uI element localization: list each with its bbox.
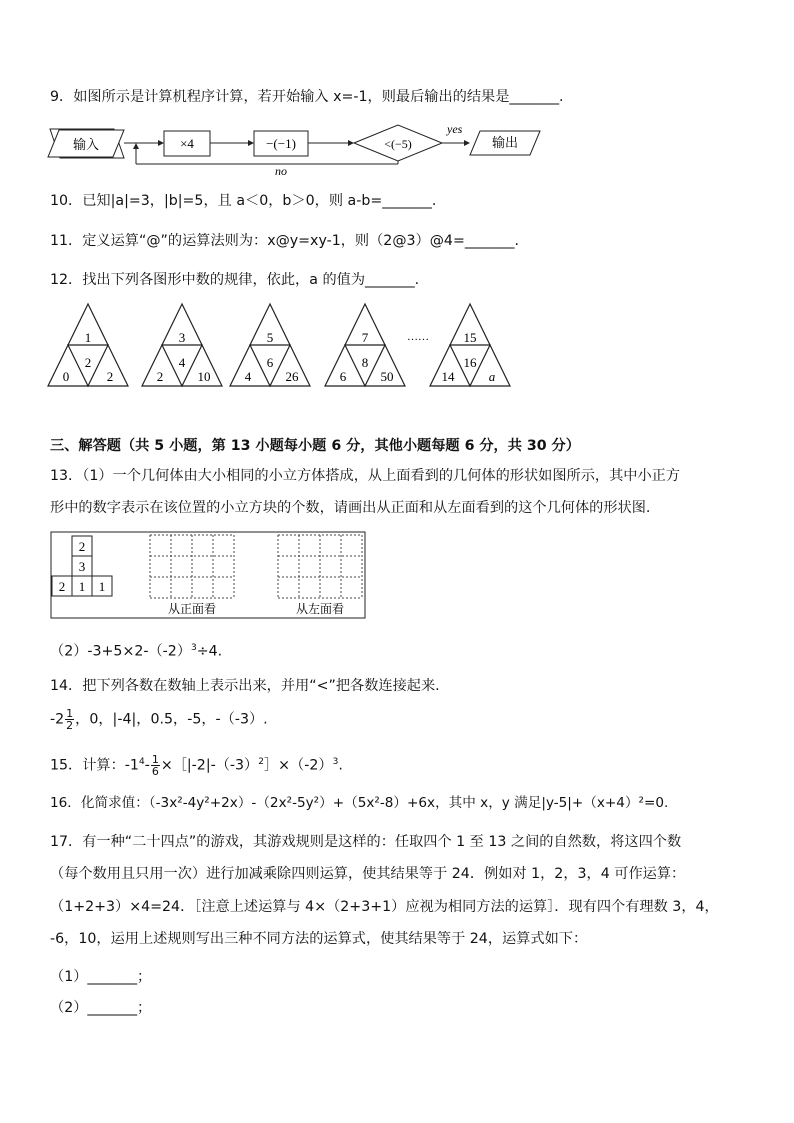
q15-minus: - — [144, 757, 150, 774]
flow-mul-label: ×4 — [180, 136, 194, 151]
triangle-top-number: 5 — [266, 330, 274, 345]
q14-fraction — [65, 708, 74, 731]
q13-line2: 形中的数字表示在该位置的小立方块的个数，请画出从正面和从左面看到的这个几何体的形状图. — [50, 500, 651, 516]
q15-mid2: ］×（-2） — [263, 757, 333, 774]
q14-rest: ，0，|-4|，0.5，-5，-（-3）. — [75, 711, 268, 728]
triangle-top-number: 1 — [84, 330, 92, 345]
q14-line1: 14．把下列各数在数轴上表示出来，并用“<”把各数连接起来. — [50, 678, 440, 694]
q12-triangles — [0, 300, 794, 390]
triangle-right-number: 2 — [106, 369, 114, 384]
q15-text — [50, 752, 343, 777]
triangle-top-number: 15 — [463, 330, 477, 345]
pattern-triangle — [142, 304, 222, 386]
pattern-triangle — [48, 304, 128, 386]
q14-prefix: -2 — [50, 711, 65, 728]
front-view-label: 从正面看 — [167, 602, 217, 616]
flow-add-label: −(−1) — [266, 136, 296, 151]
q11-text: 11．定义运算“@”的运算法则为：x@y=xy-1，则（2@3）@4=_______. — [50, 233, 520, 249]
topview-cell: 1 — [98, 579, 106, 594]
q13-part2-exp: 3 — [191, 643, 197, 653]
topview-cell: 2 — [58, 579, 66, 594]
triangle-right-number: a — [488, 369, 496, 384]
q14-frac-num: 1 — [66, 707, 74, 720]
q9-flowchart — [0, 115, 794, 175]
arrow-icon — [133, 143, 139, 149]
q9-text: 9．如图所示是计算机程序计算，若开始输入 x=-1，则最后输出的结果是_______. — [50, 89, 564, 105]
triangle-right-number: 26 — [285, 369, 299, 384]
q15-exp1: 4 — [138, 757, 145, 767]
q15-mid: ×［|-2|-（-3） — [160, 757, 259, 774]
q17-line4: -6，10，运用上述规则写出三种不同方法的运算式，使其结果等于 24，运算式如下： — [50, 931, 588, 947]
triangle-center-number: 16 — [463, 355, 477, 370]
q17-line2: （每个数用且只用一次）进行加减乘除四则运算，使其结果等于 24．例如对 1，2，3，4 可作运算： — [50, 866, 686, 882]
flow-input-label: 输入 — [72, 137, 100, 152]
q14-frac-den: 2 — [66, 719, 74, 732]
q10-text: 10．已知|a|=3，|b|=5，且 a＜0，b＞0，则 a-b=_______. — [50, 193, 437, 209]
q17-line3: （1+2+3）×4=24．［注意上述运算与 4×（2+3+1）应视为相同方法的运算］．现有四个有理数 3，4， — [50, 899, 719, 915]
q15-end: . — [338, 757, 343, 774]
q14-numbers — [50, 708, 268, 731]
flow-output-label: 输出 — [491, 135, 519, 150]
left-view-label: 从左面看 — [295, 602, 345, 616]
triangle-center-number: 6 — [266, 355, 274, 370]
front-view-grid[interactable] — [150, 535, 234, 598]
q17-answer-2[interactable]: （2）_______； — [50, 1000, 152, 1016]
q13-part2 — [50, 638, 222, 662]
q16-text: 16．化简求值：（-3x²-4y²+2x）-（2x²-5y²）+（5x²-8）+6x，其中 x，y 满足|y-5|+（x+4）²=0. — [50, 795, 669, 811]
arrow-icon — [464, 140, 470, 146]
q15-frac-num: 1 — [151, 753, 159, 767]
flow-no-label: no — [275, 164, 287, 175]
flow-cond-label: <(−5) — [384, 137, 412, 151]
arrow-icon — [248, 140, 254, 146]
triangle-left-number: 0 — [62, 369, 70, 384]
q13-figure — [50, 531, 370, 621]
q17-answer-1[interactable]: （1）_______； — [50, 969, 152, 985]
pattern-triangle — [230, 304, 310, 386]
triangle-center-number: 4 — [178, 355, 186, 370]
q15-exp3: 3 — [332, 757, 339, 767]
q17-line1: 17．有一种“二十四点”的游戏，其游戏规则是这样的：任取四个 1 至 13 之间的自然数，将这四个数 — [50, 834, 682, 850]
triangle-center-number: 8 — [361, 355, 369, 370]
left-view-grid[interactable] — [278, 535, 362, 598]
q15-fraction — [151, 754, 160, 777]
triangle-left-number: 2 — [156, 369, 164, 384]
section3-title: 三、解答题（共 5 小题，第 13 小题每小题 6 分，其他小题每题 6 分，共 30 分） — [50, 438, 580, 454]
triangle-top-number: 3 — [178, 330, 186, 345]
q13-line1: 13．（1）一个几何体由大小相同的小立方体搭成，从上面看到的几何体的形状如图所示，其中小正方 — [50, 468, 681, 484]
topview-cell: 1 — [78, 579, 86, 594]
triangle-right-number: 10 — [197, 369, 211, 384]
triangle-left-number: 6 — [339, 369, 347, 384]
q15-frac-den: 6 — [151, 765, 159, 779]
topview-cell: 3 — [78, 559, 86, 574]
triangles-ellipsis: …… — [407, 331, 429, 343]
triangle-top-number: 7 — [361, 330, 369, 345]
top-view-grid — [52, 536, 112, 596]
q15-exp2: 2 — [258, 757, 264, 767]
pattern-triangle — [430, 304, 510, 386]
q15-prefix: 15．计算：-1 — [50, 757, 139, 774]
triangle-left-number: 4 — [244, 369, 252, 384]
triangle-right-number: 50 — [380, 369, 394, 384]
triangle-left-number: 14 — [441, 369, 455, 384]
q13-part2-prefix: （2）-3+5×2-（-2） — [50, 643, 192, 660]
topview-cell: 2 — [78, 539, 86, 554]
q13-part2-suffix: ÷4. — [196, 643, 223, 660]
arrow-icon — [158, 140, 164, 146]
triangle-center-number: 2 — [84, 355, 92, 370]
flow-yes-label: yes — [447, 122, 463, 136]
q12-text: 12．找出下列各图形中数的规律，依此，a 的值为_______. — [50, 272, 420, 288]
pattern-triangle — [325, 304, 405, 386]
